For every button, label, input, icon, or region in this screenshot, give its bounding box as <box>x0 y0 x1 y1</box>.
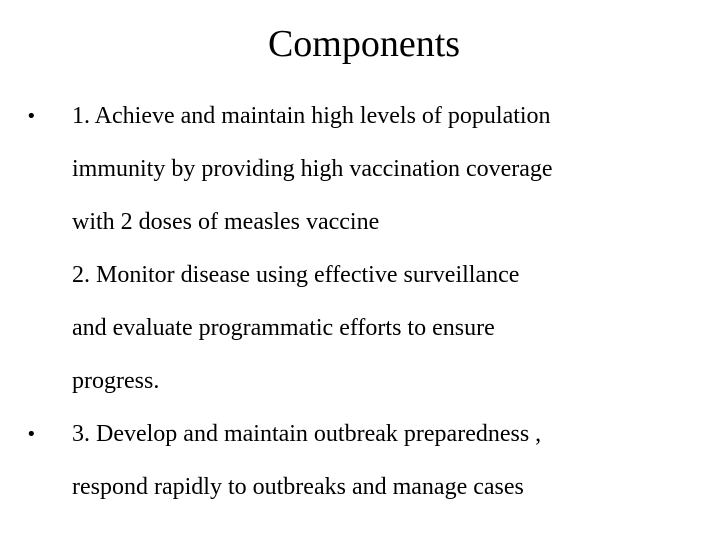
list-item-line: immunity by providing high vaccination coverage <box>72 156 553 182</box>
list-item-line: progress. <box>72 368 160 394</box>
slide-title: Components <box>267 23 461 65</box>
list-item-3 <box>26 408 716 514</box>
list-item-line: 2. Monitor disease using effective surveillance <box>66 262 520 288</box>
list-item-line: with 2 doses of measles vaccine <box>72 209 380 235</box>
bullet-icon: • <box>26 424 37 445</box>
list-item-2 <box>26 249 716 408</box>
list-item-line: respond rapidly to outbreaks and manage cases <box>72 474 524 500</box>
list-item-line: 1. Achieve and maintain high levels of population <box>72 103 551 129</box>
bullet-list <box>26 90 716 514</box>
list-item-line: 3. Develop and maintain outbreak preparedness , <box>72 421 542 447</box>
list-item-line: and evaluate programmatic efforts to ensure <box>72 315 495 341</box>
bullet-icon: • <box>26 106 37 127</box>
list-item-1 <box>26 90 716 249</box>
